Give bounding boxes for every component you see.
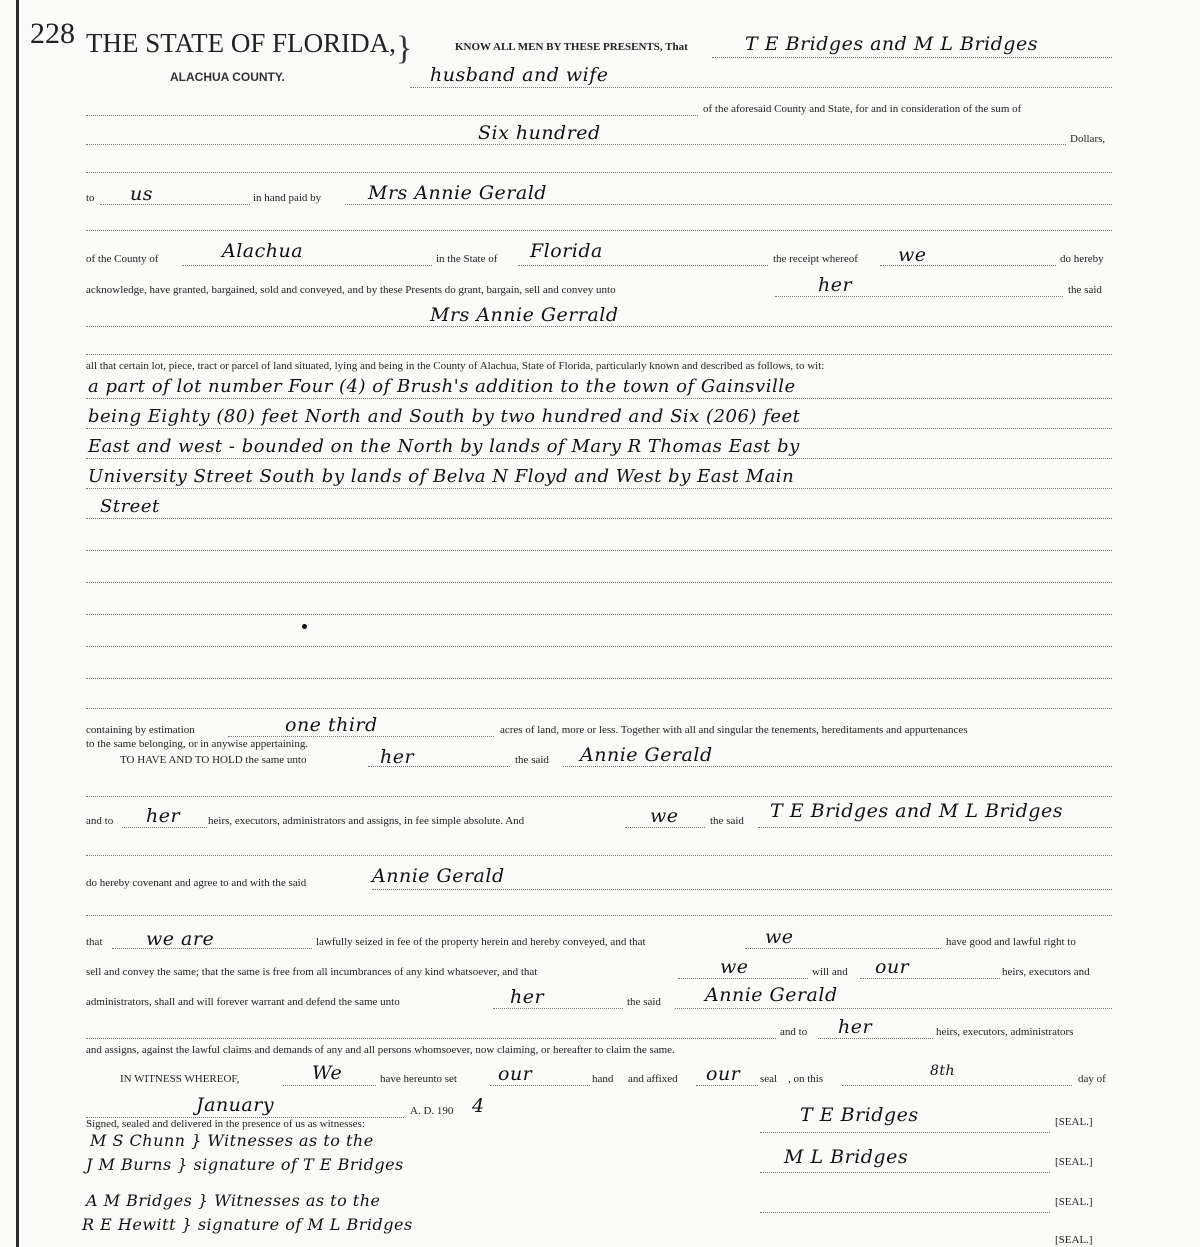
description-line xyxy=(86,488,1112,489)
will-value: we xyxy=(720,956,749,978)
heirs-exec-text: heirs, executors and xyxy=(1002,966,1090,978)
warranty-unto-value: her xyxy=(510,986,545,1008)
ad-text: A. D. 190 xyxy=(410,1105,454,1117)
blank-line xyxy=(86,796,1112,797)
signature-2: M L Bridges xyxy=(784,1146,909,1168)
consideration-amount: Six hundred xyxy=(478,122,601,144)
county-of-value: Alachua xyxy=(222,240,304,262)
description-line xyxy=(86,398,1112,399)
signature-line xyxy=(760,1172,1050,1173)
our-seal-value: our xyxy=(706,1063,741,1085)
to-value: us xyxy=(130,183,153,205)
description-line xyxy=(86,458,1112,459)
habendum-said2-label: the said xyxy=(710,815,744,827)
seal-2: [SEAL.] xyxy=(1055,1156,1093,1168)
that-value: we are xyxy=(146,928,215,950)
signature-line xyxy=(760,1212,1050,1213)
our-line xyxy=(860,978,1000,979)
blank-line xyxy=(86,678,1112,679)
blank-line xyxy=(86,646,1112,647)
grantor-names: T E Bridges and M L Bridges xyxy=(745,33,1038,55)
description-line-4: University Street South by lands of Belva N Floyd and West by East Main xyxy=(88,466,795,487)
blank-line xyxy=(86,1038,776,1039)
seized-text: lawfully seized in fee of the property herein and hereby conveyed, and that xyxy=(316,936,646,948)
blank-line xyxy=(86,855,1112,856)
warranty-name: Annie Gerald xyxy=(705,984,838,1006)
admins-text: administrators, shall and will forever warrant and defend the same unto xyxy=(86,996,400,1008)
habendum-said-label: the said xyxy=(515,754,549,766)
habendum-unto-value: her xyxy=(380,746,415,768)
description-line xyxy=(86,428,1112,429)
belonging-text: to the same belonging, or in anywise appertaining. xyxy=(86,738,309,750)
dollars-label: Dollars, xyxy=(1070,133,1106,145)
signature-line xyxy=(760,1132,1050,1133)
amount-line xyxy=(86,144,1066,145)
acknowledge-text: acknowledge, have granted, bargained, sold and conveyed, and by these Presents do grant, bargain, sell and convey unto xyxy=(86,284,616,296)
will-and-text: will and xyxy=(812,966,848,978)
assigns-text: and assigns, against the lawful claims and demands of any and all persons whomsoever, now claiming, or hereafter to claim the same. xyxy=(86,1044,675,1056)
to-label: to xyxy=(86,192,95,204)
habendum-grantors-line xyxy=(758,827,1112,828)
brace-icon: } xyxy=(396,30,413,67)
day-value: 8th xyxy=(930,1063,956,1079)
blank-line xyxy=(86,582,1112,583)
heirs-line xyxy=(122,827,207,828)
paid-by-label: in hand paid by xyxy=(253,192,322,204)
paid-by-name: Mrs Annie Gerald xyxy=(368,182,547,204)
blank-line xyxy=(86,550,1112,551)
seal-text: seal xyxy=(760,1073,778,1085)
left-margin-rule xyxy=(16,0,19,1247)
on-this-text: , on this xyxy=(788,1073,824,1085)
blank-line xyxy=(86,172,1112,173)
we-value: We xyxy=(312,1062,343,1084)
blank-line xyxy=(86,230,1112,231)
acres-line xyxy=(228,736,494,737)
grantee-name: Mrs Annie Gerrald xyxy=(430,304,619,326)
sell-convey-text: sell and convey the same; that the same is free from all incumbrances of any kind whatsoever, and that xyxy=(86,966,538,978)
grantor-line xyxy=(712,57,1112,58)
seized-value: we xyxy=(765,926,794,948)
signed-sealed-text: Signed, sealed and delivered in the presence of us as witnesses: xyxy=(86,1118,365,1130)
warranty-and-to-label: and to xyxy=(780,1026,808,1038)
description-line-2: being Eighty (80) feet North and South by two hundred and Six (206) feet xyxy=(88,406,801,427)
covenant-line xyxy=(372,889,1112,890)
to-have-label: TO HAVE AND TO HOLD the same unto xyxy=(120,754,307,766)
month-value: January xyxy=(196,1094,275,1116)
year-digit: 4 xyxy=(472,1095,485,1117)
our-value: our xyxy=(875,956,910,978)
county-of-label: of the County of xyxy=(86,253,159,265)
seal-4: [SEAL.] xyxy=(1055,1234,1093,1246)
aforesaid-text: of the aforesaid County and State, for and in consideration of the sum of xyxy=(703,103,1022,115)
acres-value: one third xyxy=(285,714,378,736)
receipt-label: the receipt whereof xyxy=(773,253,858,265)
covenant-name: Annie Gerald xyxy=(372,865,505,887)
that-label: that xyxy=(86,936,103,948)
blank-line xyxy=(86,354,1112,355)
witness-line-1: M S Chunn } Witnesses as to the xyxy=(90,1131,374,1150)
will-line xyxy=(678,978,808,979)
county-heading: ALACHUA COUNTY. xyxy=(170,70,285,84)
habendum-name-line xyxy=(563,766,1112,767)
warranty-name-line xyxy=(675,1008,1112,1009)
county-of-line xyxy=(182,265,432,266)
good-right-text: have good and lawful right to xyxy=(946,936,1076,948)
paid-by-line xyxy=(345,204,1112,205)
seal-1: [SEAL.] xyxy=(1055,1116,1093,1128)
witness-line-2: J M Burns } signature of T E Bridges xyxy=(86,1155,404,1174)
habendum-grantee: Annie Gerald xyxy=(580,744,713,766)
aforesaid-line xyxy=(86,115,698,116)
witness-line-4: R E Hewitt } signature of M L Bridges xyxy=(82,1215,413,1234)
habendum-grantors: T E Bridges and M L Bridges xyxy=(770,800,1063,822)
convey-unto-line xyxy=(775,296,1063,297)
warranty-and-to-line xyxy=(818,1038,933,1039)
know-all-men: KNOW ALL MEN BY THESE PRESENTS, That xyxy=(455,41,688,53)
witness-line-3: A M Bridges } Witnesses as to the xyxy=(86,1191,381,1210)
containing-label: containing by estimation xyxy=(86,724,195,736)
in-witness-label: IN WITNESS WHEREOF, xyxy=(120,1073,240,1085)
our-hand-value: our xyxy=(498,1063,533,1085)
and-affixed-text: and affixed xyxy=(628,1073,678,1085)
warranty-unto-line xyxy=(493,1008,623,1009)
seal-3: [SEAL.] xyxy=(1055,1196,1093,1208)
grantee-line xyxy=(86,326,1112,327)
heirs-admins-text: heirs, executors, administrators xyxy=(936,1026,1074,1038)
description-intro: all that certain lot, piece, tract or parcel of land situated, lying and being in the County of Alachua, State of Florida, particularly known and described as follows, to wit: xyxy=(86,360,825,372)
day-line xyxy=(842,1085,1072,1086)
description-line-1: a part of lot number Four (4) of Brush's addition to the town of Gainsville xyxy=(88,376,796,397)
to-line xyxy=(100,204,250,205)
grantor-relation: husband and wife xyxy=(430,64,609,86)
document-title: THE STATE OF FLORIDA, xyxy=(86,28,396,58)
blank-line xyxy=(86,614,1112,615)
ink-speck xyxy=(302,624,307,629)
our-hand-line xyxy=(490,1085,590,1086)
description-line-3: East and west - bounded on the North by lands of Mary R Thomas East by xyxy=(88,436,800,457)
and-to-label: and to xyxy=(86,815,114,827)
our-seal-line xyxy=(696,1085,758,1086)
have-set-text: have hereunto set xyxy=(380,1073,457,1085)
blank-line xyxy=(86,915,1112,916)
state-of-value: Florida xyxy=(530,240,603,262)
seized-line xyxy=(745,948,941,949)
the-said-label: the said xyxy=(1068,284,1102,296)
heirs-value: her xyxy=(146,805,181,827)
warranty-and-to-value: her xyxy=(838,1016,873,1038)
and-we-value: we xyxy=(650,805,679,827)
and-we-line xyxy=(625,827,705,828)
description-line-5: Street xyxy=(100,496,160,517)
day-of-text: day of xyxy=(1078,1073,1106,1085)
covenant-label: do hereby covenant and agree to and with the said xyxy=(86,877,307,889)
heirs-text: heirs, executors, administrators and assigns, in fee simple absolute. And xyxy=(208,815,525,827)
hand-text: hand xyxy=(592,1073,614,1085)
warranty-said-label: the said xyxy=(627,996,661,1008)
acres-text: acres of land, more or less. Together with all and singular the tenements, hereditaments and appurtenances xyxy=(500,724,968,736)
state-of-line xyxy=(518,265,768,266)
relation-line xyxy=(410,87,1112,88)
description-line xyxy=(86,518,1112,519)
blank-line xyxy=(86,708,1112,709)
do-hereby-label: do hereby xyxy=(1060,253,1104,265)
state-of-label: in the State of xyxy=(436,253,498,265)
receipt-value: we xyxy=(898,244,927,266)
signature-1: T E Bridges xyxy=(800,1104,919,1126)
we-line xyxy=(283,1085,376,1086)
page-number: 228 xyxy=(30,17,75,50)
convey-unto-value: her xyxy=(818,274,853,296)
